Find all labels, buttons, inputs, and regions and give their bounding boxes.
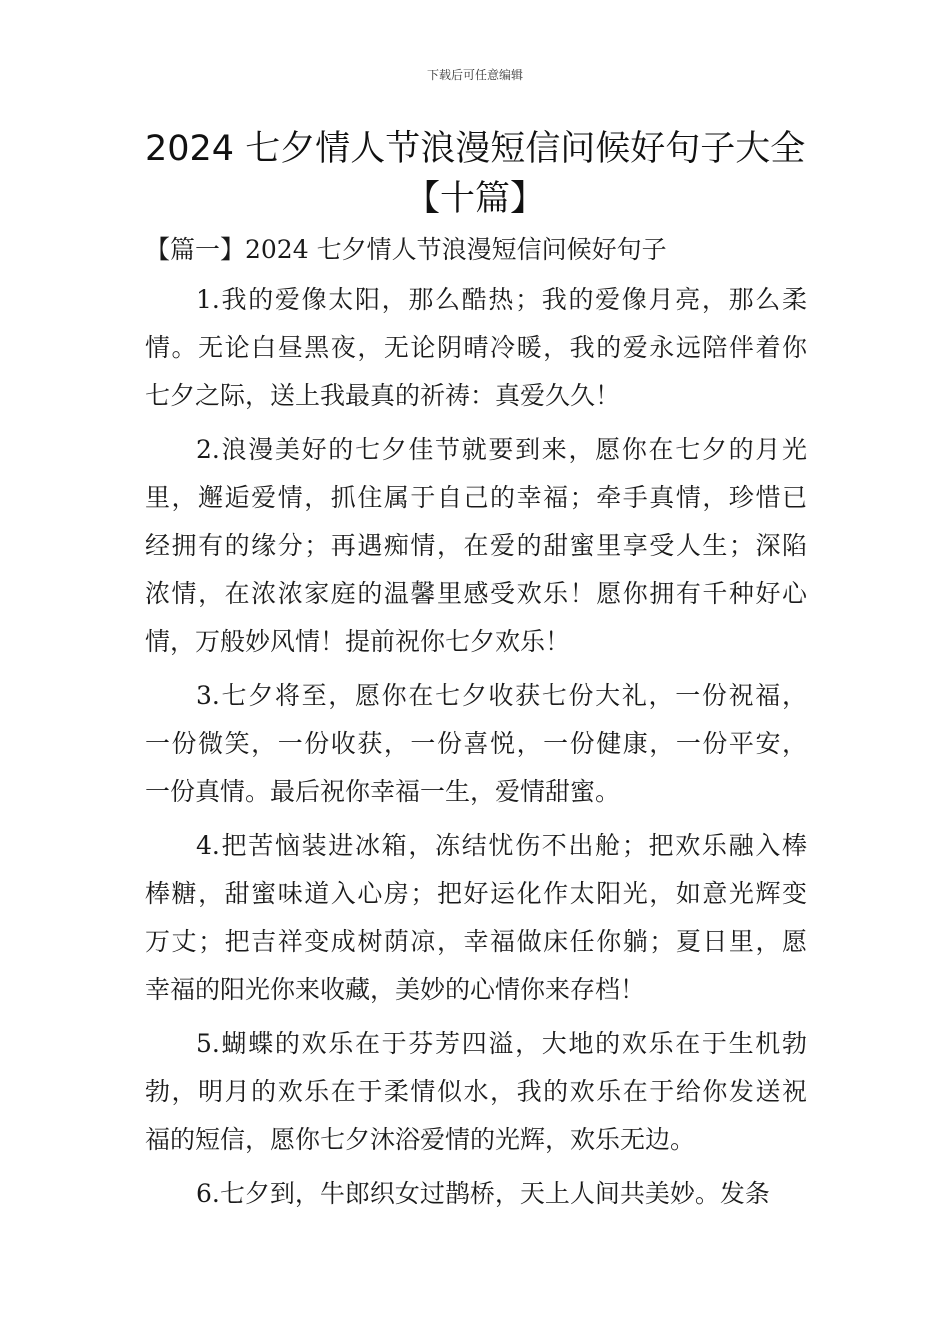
paragraph-line: 经拥有的缘分；再遇痴情，在爱的甜蜜里享受人生；深陷 — [145, 531, 807, 560]
header-note: 下载后可任意编辑 — [426, 68, 523, 82]
paragraph — [145, 672, 807, 816]
paragraph — [145, 822, 807, 1014]
title-line-2: 【十篇】 — [404, 179, 545, 219]
paragraph-line: 3.七夕将至，愿你在七夕收获七份大礼，一份祝福， — [196, 681, 807, 710]
document-body — [145, 226, 807, 1224]
paragraph-line: 一份微笑，一份收获，一份喜悦，一份健康，一份平安， — [145, 729, 807, 758]
paragraph — [145, 426, 807, 666]
paragraph-line: 七夕之际，送上我最真的祈祷：真爱久久！ — [145, 381, 621, 410]
paragraph-line: 万丈；把吉祥变成树荫凉，幸福做床任你躺；夏日里，愿 — [145, 927, 807, 956]
title-line-1: 2024 七夕情人节浪漫短信问候好句子大全 — [145, 129, 806, 169]
document-title — [145, 124, 805, 224]
paragraph — [145, 1170, 807, 1218]
paragraph-line: 一份真情。最后祝你幸福一生，爱情甜蜜。 — [145, 777, 621, 806]
section-heading: 【篇一】2024 七夕情人节浪漫短信问候好句子 — [145, 235, 667, 264]
paragraph-line: 1.我的爱像太阳，那么酷热；我的爱像月亮，那么柔 — [196, 285, 807, 314]
paragraph-line: 5.蝴蝶的欢乐在于芬芳四溢，大地的欢乐在于生机勃 — [196, 1029, 807, 1058]
paragraph-line: 勃，明月的欢乐在于柔情似水，我的欢乐在于给你发送祝 — [145, 1077, 807, 1106]
paragraph-line: 4.把苦恼装进冰箱，冻结忧伤不出舱；把欢乐融入棒 — [196, 831, 807, 860]
paragraph-line: 福的短信，愿你七夕沐浴爱情的光辉，欢乐无边。 — [145, 1125, 696, 1154]
paragraph-line: 里，邂逅爱情，抓住属于自己的幸福；牵手真情，珍惜已 — [145, 483, 807, 512]
paragraph-line: 幸福的阳光你来收藏，美妙的心情你来存档！ — [145, 975, 646, 1004]
paragraph-line: 棒糖，甜蜜味道入心房；把好运化作太阳光，如意光辉变 — [145, 879, 807, 908]
paragraph-line: 6.七夕到，牛郎织女过鹊桥，天上人间共美妙。发条 — [196, 1179, 770, 1208]
paragraph — [145, 276, 807, 420]
paragraph-line: 情，万般妙风情！提前祝你七夕欢乐！ — [145, 627, 571, 656]
paragraph-line: 情。无论白昼黑夜，无论阴晴冷暖，我的爱永远陪伴着你 — [145, 333, 807, 362]
paragraph-list — [145, 276, 807, 1218]
paragraph — [145, 1020, 807, 1164]
paragraph-line: 2.浪漫美好的七夕佳节就要到来，愿你在七夕的月光 — [196, 435, 807, 464]
paragraph-line: 浓情，在浓浓家庭的温馨里感受欢乐！愿你拥有千种好心 — [145, 579, 807, 608]
